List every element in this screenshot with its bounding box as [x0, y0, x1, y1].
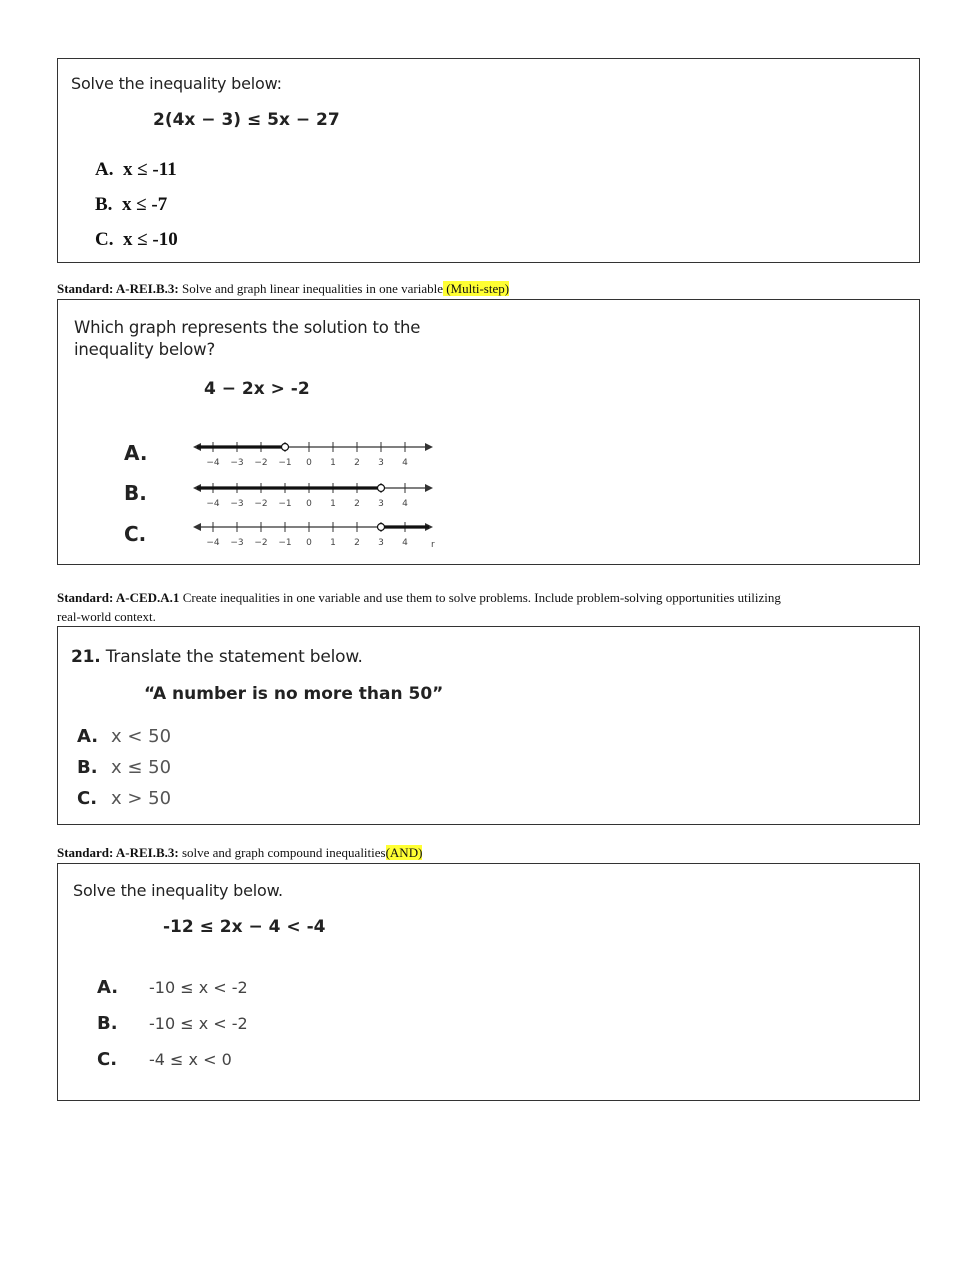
tick-label: 4	[402, 458, 408, 468]
tick-label: 3	[378, 458, 384, 468]
tick-label: 4	[402, 538, 408, 548]
tick-label: 1	[330, 458, 336, 468]
option-a[interactable]	[95, 159, 178, 194]
standard-code: Standard: A-REI.B.3:	[57, 281, 179, 296]
option-text: -10 ≤ x < -2	[149, 1014, 248, 1033]
option-letter: B.	[95, 194, 113, 215]
standard-description-cont: real-world context.	[57, 609, 156, 624]
question-1-box	[57, 58, 920, 263]
option-a[interactable]	[77, 726, 171, 747]
question-2-box	[57, 299, 920, 565]
tick-label: 0	[306, 538, 312, 548]
option-letter: C.	[77, 788, 98, 809]
tick-label: 1	[330, 538, 336, 548]
question-2-prompt-line1: Which graph represents the solution to the	[74, 318, 421, 337]
question-3-prompt	[71, 647, 363, 667]
tick-label: −2	[254, 499, 268, 509]
option-text: x ≤ -10	[122, 229, 178, 250]
tick-label: 3	[378, 538, 384, 548]
arrow-left-icon	[193, 523, 201, 531]
option-text: x ≤ -11	[122, 159, 177, 180]
standard-code: Standard: A-REI.B.3:	[57, 845, 179, 860]
option-letter: B.	[77, 757, 98, 778]
standard-code: Standard: A-CED.A.1	[57, 590, 180, 605]
option-b[interactable]	[77, 757, 171, 778]
standard-label-3	[57, 588, 781, 626]
option-text: x < 50	[111, 726, 172, 747]
question-4-equation: -12 ≤ 2x − 4 < -4	[163, 917, 326, 937]
tick-label: 2	[354, 458, 360, 468]
tick-label: 2	[354, 538, 360, 548]
tick-label: −3	[230, 458, 244, 468]
graph-option-c-letter[interactable]: C.	[124, 522, 147, 546]
question-1-options	[95, 159, 178, 264]
question-3-box	[57, 626, 920, 825]
option-c[interactable]	[95, 229, 178, 264]
question-2-prompt-line2: inequality below?	[74, 340, 216, 359]
option-text: -4 ≤ x < 0	[149, 1050, 232, 1069]
option-text: x ≤ 50	[111, 757, 172, 778]
tick-label: −1	[278, 499, 292, 509]
standard-description: Create inequalities in one variable and use them to solve problems. Include problem-solving opportunities utilizing	[179, 590, 781, 605]
option-text: x > 50	[111, 788, 172, 809]
tick-label: 4	[402, 499, 408, 509]
option-b[interactable]	[95, 194, 178, 229]
question-number: 21.	[71, 647, 101, 667]
option-letter: C.	[97, 1049, 118, 1070]
number-lines	[188, 435, 438, 555]
arrow-right-icon	[425, 443, 433, 451]
question-1-equation: 2(4x − 3) ≤ 5x − 27	[153, 110, 340, 130]
standard-label-2	[57, 281, 509, 297]
boundary-point	[378, 524, 385, 531]
question-2-equation: 4 − 2x > -2	[204, 379, 310, 399]
standard-description: Solve and graph linear inequalities in one variable	[178, 281, 443, 296]
tick-label: 2	[354, 499, 360, 509]
option-b[interactable]	[97, 1013, 248, 1034]
standard-tag: (Multi-step)	[442, 281, 510, 296]
graph-option-a-letter[interactable]: A.	[124, 441, 148, 465]
question-3-statement: “A number is no more than 50”	[144, 684, 444, 704]
option-c[interactable]	[97, 1049, 232, 1070]
option-text: x ≤ -7	[121, 194, 168, 215]
tick-label: 0	[306, 458, 312, 468]
boundary-point	[378, 485, 385, 492]
tick-label: −1	[278, 458, 292, 468]
boundary-point	[282, 444, 289, 451]
tick-label: 3	[378, 499, 384, 509]
tick-label: −3	[230, 499, 244, 509]
standard-label-4	[57, 845, 422, 861]
option-letter: A.	[97, 977, 119, 998]
arrow-right-icon	[425, 484, 433, 492]
tick-label: 0	[306, 499, 312, 509]
tick-label: −4	[206, 499, 220, 509]
tick-label: −3	[230, 538, 244, 548]
question-1-prompt: Solve the inequality below:	[71, 74, 282, 93]
tick-label: −4	[206, 538, 220, 548]
option-a[interactable]	[97, 977, 248, 998]
option-c[interactable]	[77, 788, 171, 809]
tick-label: −1	[278, 538, 292, 548]
tick-label: −4	[206, 458, 220, 468]
option-text: -10 ≤ x < -2	[149, 978, 248, 997]
question-4-prompt: Solve the inequality below.	[73, 881, 283, 900]
option-letter: B.	[97, 1013, 118, 1034]
option-letter: A.	[77, 726, 99, 747]
option-letter: A.	[95, 159, 114, 180]
option-letter: C.	[95, 229, 114, 250]
tick-label: −2	[254, 458, 268, 468]
tick-label: −2	[254, 538, 268, 548]
question-text: Translate the statement below.	[105, 647, 363, 667]
stray-mark: r	[431, 540, 435, 550]
question-4-box	[57, 863, 920, 1101]
standard-description: solve and graph compound inequalities	[178, 845, 386, 860]
tick-label: 1	[330, 499, 336, 509]
graph-option-b-letter[interactable]: B.	[124, 481, 147, 505]
standard-tag: (AND)	[385, 845, 423, 860]
